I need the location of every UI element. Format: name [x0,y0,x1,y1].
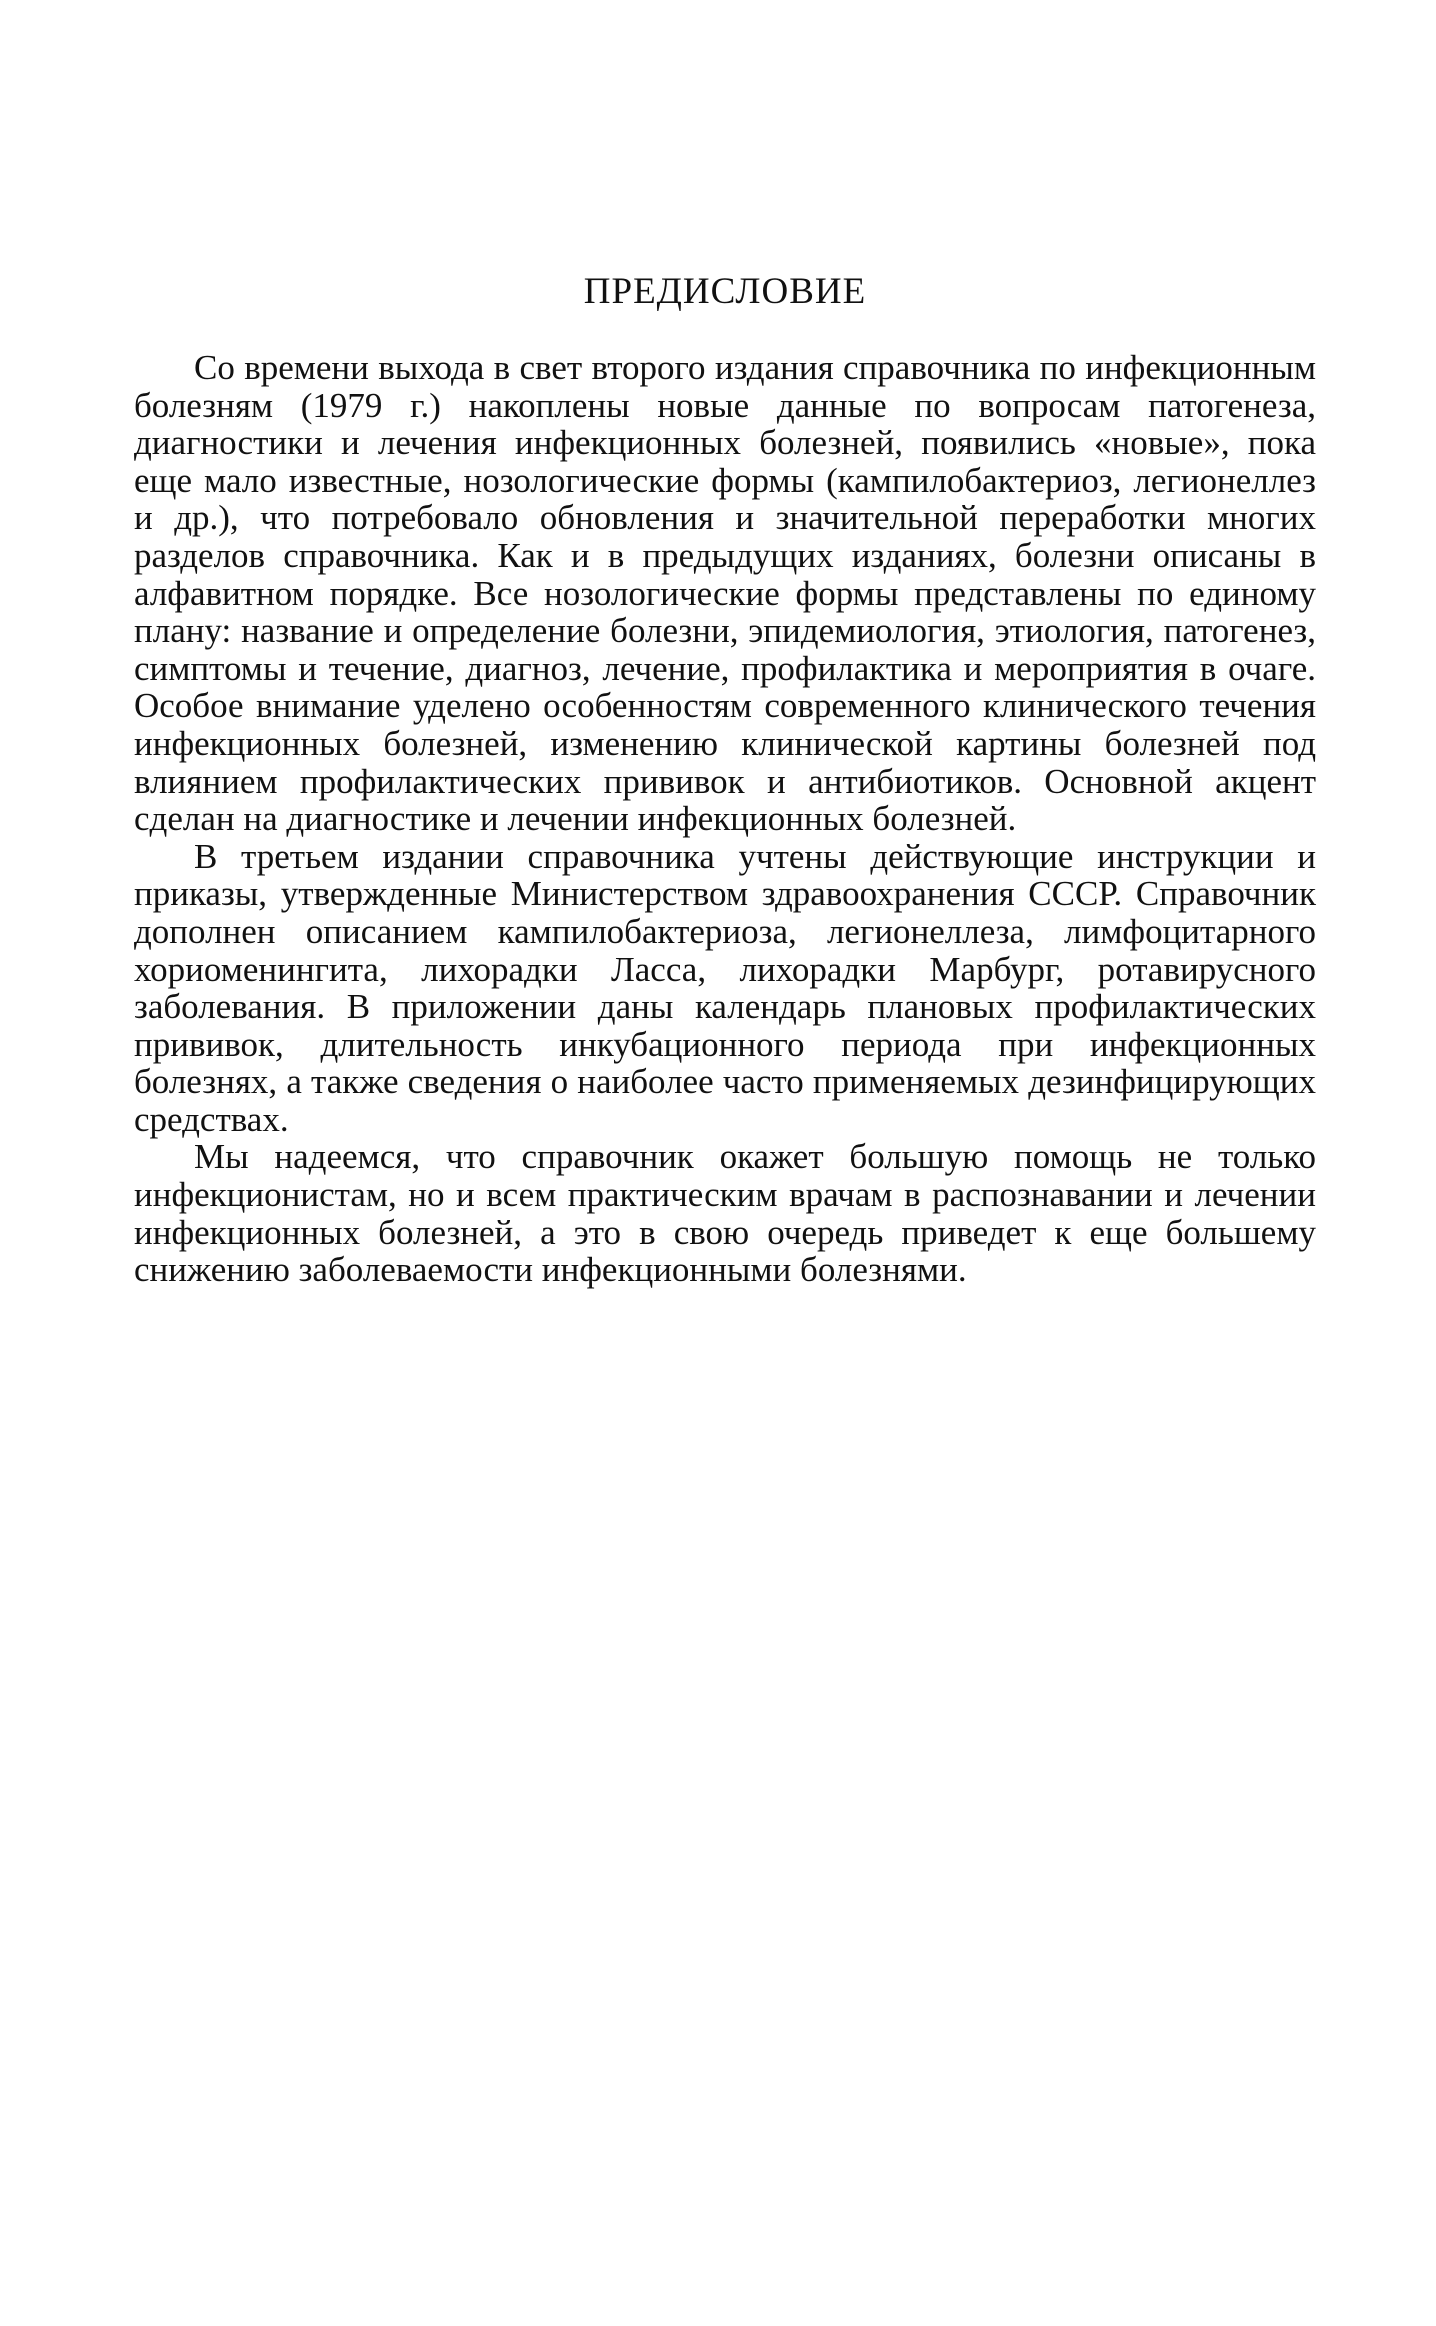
page-title: ПРЕДИСЛОВИЕ [583,271,867,312]
preface-page [134,270,1316,1289]
paragraph-3: Мы надеемся, что справочник окажет большую помощь не только инфекционистам, но и всем практическим врачам в распознавании и лечении инфекционных болезней, а это в свою очередь приведет к еще большему снижению заболеваемости инфекционными болезнями. [134,1137,1316,1290]
paragraph-1: Со времени выхода в свет второго издания справочника по инфекционным болезням (1979 г.) накоплены новые данные по вопросам патогенеза, диагностики и лечения инфекционных болезней, появились «новые», пока еще мало известные, нозологические формы (кампилобактериоз, легионеллез и др.), что потребовало обновления и значительной переработки многих разделов справочника. Как и в предыдущих изданиях, болезни описаны в алфавитном порядке. Все нозологические формы представлены по единому плану: название и определение болезни, эпидемиология, этиология, патогенез, симптомы и течение, диагноз, лечение, профилактика и мероприятия в очаге. Особое внимание уделено особенностям современного клинического течения инфекционных болезней, изменению клинической картины болезней под влиянием профилактических прививок и антибиотиков. Основной акцент сделан на диагностике и лечении инфекционных болезней. [134,348,1316,839]
paragraph-2: В третьем издании справочника учтены действующие инструкции и приказы, утвержденные Министерством здравоохранения СССР. Справочник дополнен описанием кампилобактериоза, легионеллеза, лимфоцитарного хориоменингита, лихорадки Ласса, лихорадки Марбург, ротавирусного заболевания. В приложении даны календарь плановых профилактических прививок, длительность инкубационного периода при инфекционных болезнях, а также сведения о наиболее часто применяемых дезинфицирующих средствах. [134,836,1316,1139]
